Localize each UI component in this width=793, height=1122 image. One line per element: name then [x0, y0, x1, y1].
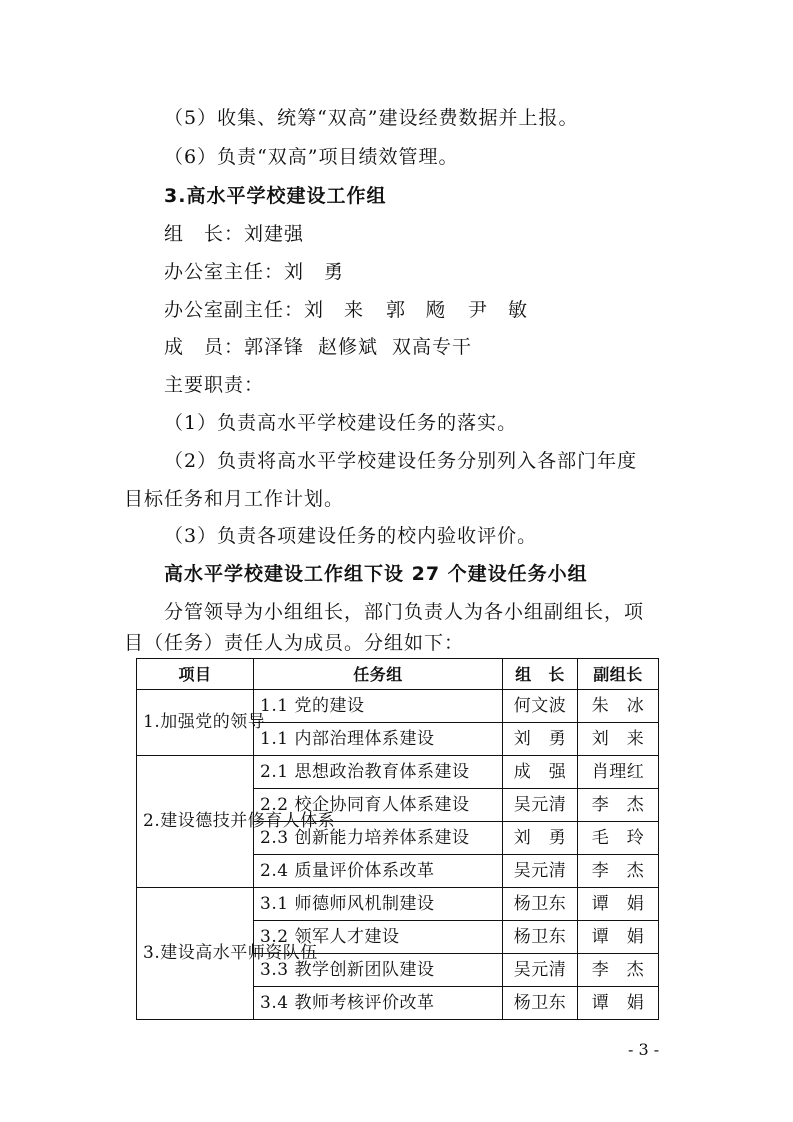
leader-cell: 吴元清 — [503, 789, 578, 822]
deputy-office-director-name: 尹 敏 — [468, 299, 529, 321]
task-cell: 1.1 内部治理体系建设 — [254, 723, 503, 756]
leader-cell: 杨卫东 — [503, 888, 578, 921]
leader-cell: 刘 勇 — [503, 822, 578, 855]
duty-3: （3）负责各项建设任务的校内验收评价。 — [164, 525, 538, 547]
project-cell: 2.建设德技并修育人体系 — [137, 756, 254, 888]
task-cell: 2.3 创新能力培养体系建设 — [254, 822, 503, 855]
project-cell: 1.加强党的领导 — [137, 690, 254, 756]
member-name: 双高专干 — [392, 336, 473, 358]
leader-cell: 杨卫东 — [503, 921, 578, 954]
deputy-cell: 朱 冰 — [578, 690, 659, 723]
table-row — [137, 690, 659, 723]
leader-cell: 杨卫东 — [503, 987, 578, 1020]
member-name: 郭泽锋 — [244, 336, 305, 358]
table-row — [137, 888, 659, 921]
leader-cell: 吴元清 — [503, 954, 578, 987]
leader-cell: 刘 勇 — [503, 723, 578, 756]
duty-1: （1）负责高水平学校建设任务的落实。 — [164, 412, 518, 434]
header-project: 项目 — [137, 659, 254, 690]
paragraph-item-5: （5）收集、统筹“双高”建设经费数据并上报。 — [164, 107, 579, 129]
deputy-office-directors-label: 办公室副主任： — [164, 299, 305, 321]
office-director-line: 办公室主任：刘 勇 — [164, 261, 345, 283]
project-cell: 3.建设高水平师资队伍 — [137, 888, 254, 1020]
duties-label: 主要职责： — [164, 374, 265, 396]
leader-cell: 吴元清 — [503, 855, 578, 888]
leader-cell: 成 强 — [503, 756, 578, 789]
task-cell: 3.1 师德师风机制建设 — [254, 888, 503, 921]
paragraph-item-6: （6）负责“双高”项目绩效管理。 — [164, 146, 459, 168]
intro-line-2: 目（任务）责任人为成员。分组如下： — [124, 632, 465, 654]
task-cell: 1.1 党的建设 — [254, 690, 503, 723]
deputy-office-director-name: 刘 来 — [304, 299, 365, 321]
task-cell: 3.2 领军人才建设 — [254, 921, 503, 954]
members-label: 成 员： — [164, 336, 245, 358]
task-cell: 3.4 教师考核评价改革 — [254, 987, 503, 1020]
section-heading-group-3: 3.高水平学校建设工作组 — [164, 185, 387, 207]
duty-2-line-1: （2）负责将高水平学校建设任务分别列入各部门年度 — [164, 450, 638, 472]
subgroups-heading: 高水平学校建设工作组下设 27 个建设任务小组 — [164, 563, 588, 585]
group-leader-line: 组 长：刘建强 — [164, 223, 305, 245]
members-line — [164, 335, 472, 359]
table-header-row — [137, 659, 659, 690]
leader-cell: 何文波 — [503, 690, 578, 723]
deputy-cell: 李 杰 — [578, 789, 659, 822]
deputy-office-director-name: 郭 飏 — [386, 299, 447, 321]
page-number: - 3 - — [628, 1040, 660, 1059]
task-group-table — [136, 658, 659, 1020]
task-cell: 2.1 思想政治教育体系建设 — [254, 756, 503, 789]
header-leader: 组 长 — [503, 659, 578, 690]
task-cell: 2.2 校企协同育人体系建设 — [254, 789, 503, 822]
task-cell: 3.3 教学创新团队建设 — [254, 954, 503, 987]
table-row — [137, 756, 659, 789]
deputy-cell: 李 杰 — [578, 855, 659, 888]
header-deputy: 副组长 — [578, 659, 659, 690]
deputy-cell: 谭 娟 — [578, 921, 659, 954]
deputy-cell: 刘 来 — [578, 723, 659, 756]
deputy-cell: 李 杰 — [578, 954, 659, 987]
deputy-office-directors-line — [164, 298, 528, 322]
deputy-cell: 谭 娟 — [578, 987, 659, 1020]
header-task-group: 任务组 — [254, 659, 503, 690]
duty-2-line-2: 目标任务和月工作计划。 — [124, 488, 345, 510]
deputy-cell: 毛 玲 — [578, 822, 659, 855]
deputy-cell: 肖理红 — [578, 756, 659, 789]
task-cell: 2.4 质量评价体系改革 — [254, 855, 503, 888]
intro-line-1: 分管领导为小组组长，部门负责人为各小组副组长，项 — [164, 601, 645, 623]
member-name: 赵修斌 — [318, 336, 379, 358]
deputy-cell: 谭 娟 — [578, 888, 659, 921]
